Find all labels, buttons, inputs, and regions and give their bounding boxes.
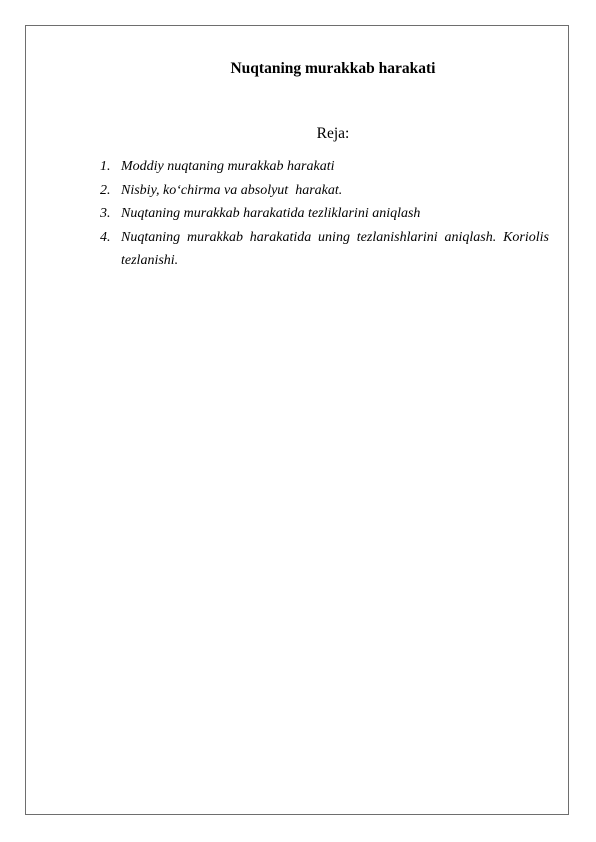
plan-heading: Reja: — [316, 125, 350, 142]
document-title: Nuqtaning murakkab harakati — [230, 60, 436, 77]
plan-item-text: Nuqtaning murakkab harakatida uning tezlanishlarini aniqlash. Koriolis tezlanishi. — [121, 229, 549, 268]
page-frame — [25, 25, 569, 815]
plan-item-2 — [100, 179, 549, 203]
plan-item-text: Moddiy nuqtaning murakkab harakati — [121, 159, 335, 174]
plan-item-number: 2. — [100, 182, 111, 198]
plan-item-number: 4. — [100, 229, 111, 245]
plan-item-4 — [100, 226, 549, 273]
plan-item-text: Nisbiy, ko‘chirma va absolyut harakat. — [121, 182, 343, 198]
plan-item-3 — [100, 202, 549, 226]
plan-list — [100, 155, 549, 273]
plan-item-number: 3. — [100, 206, 111, 221]
plan-item-text: Nuqtaning murakkab harakatida tezliklarini aniqlash — [121, 206, 421, 221]
plan-item-1 — [100, 155, 549, 179]
plan-item-number: 1. — [100, 159, 111, 174]
